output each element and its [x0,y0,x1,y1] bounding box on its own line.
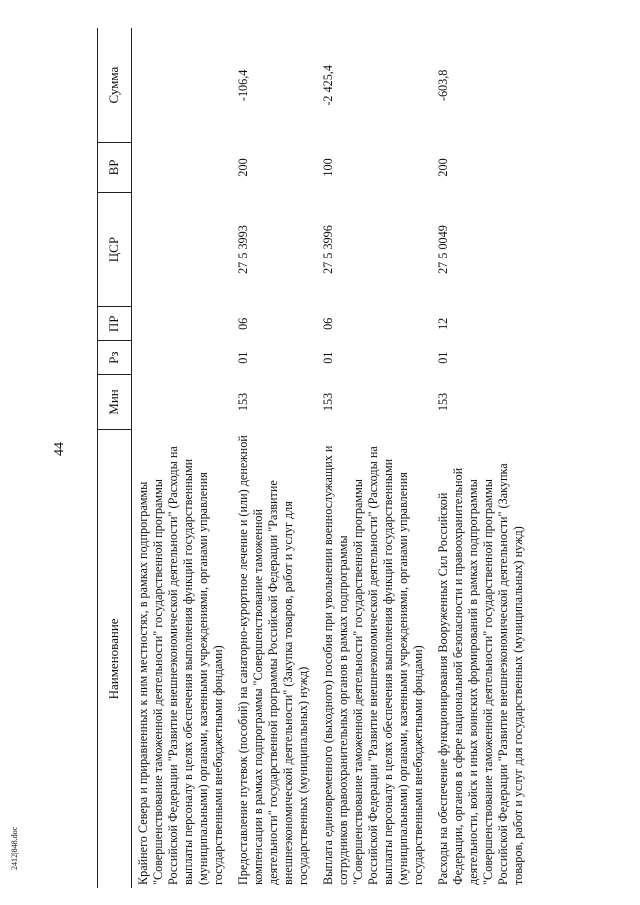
row-pr: 06 [236,317,250,330]
row-vr [132,143,233,193]
header-csr: ЦСР [97,192,132,307]
row-vr: 200 [436,158,450,177]
page-number: 44 [52,442,67,456]
row-rz: 01 [236,351,250,364]
row-name: Предоставление путевок (пособий) на санаторно-курортное лечение и (или) денежной компенсации в рамках подпрограммы "Совершенствование таможенной деятельности" государственной программы Российской Федерации "Развитие внешнеэкономической деятельности" (Закупка товаров, работ и услуг для государственных (муниципальных) нужд) [236,435,310,885]
table-row [232,28,317,888]
row-min: 153 [236,392,250,412]
row-name: Крайнего Севера и приравненных к ним местностях, в рамках подпрограммы "Совершенствование таможенной деятельности" государственной программы Российской Федерации "Развитие внешнеэкономической деятельности" (Расходы на выплаты персоналу в целях обеспечения выполнения функций государственными (муниципальными) органами, казенными учреждениями, органами управления государственными внебюджетными фондами) [136,446,225,885]
row-pr: 12 [436,317,450,330]
row-rz [132,341,233,375]
header-sum: Сумма [97,28,132,143]
row-vr: 100 [321,158,335,177]
table-header-row [97,28,132,888]
row-sum [132,28,233,143]
row-csr: 27 5 3993 [236,225,250,274]
budget-table [97,28,532,888]
row-pr: 06 [321,317,335,330]
header-rz: Рз [97,341,132,375]
row-csr: 27 5 0049 [436,225,450,274]
budget-table-sheet [97,28,602,888]
row-rz: 01 [321,351,335,364]
row-name: Расходы на обеспечение функционирования Вооруженных Сил Российской Федерации, органов в сфере национальной безопасности и правоохранительной деятельности, войск и иных воинских формирований в рамках подпрограммы "Совершенствование таможенной деятельности" государственной программы Российской Федерации "Развитие внешнеэкономической деятельности" (Закупка товаров, работ и услуг для государственных (муниципальных) нужд) [436,463,525,885]
header-name: Наименование [97,429,132,888]
row-min: 153 [321,392,335,412]
document-code: 2412|848.doc [10,826,19,870]
header-vr: ВР [97,143,132,193]
row-name: Выплата единовременного (выходного) пособия при увольнении военнослужащих и сотрудников правоохранительных органов в рамках подпрограммы "Совершенствование таможенной деятельности" государственной программы Российской Федерации "Развитие внешнеэкономической деятельности" (Расходы на выплаты персоналу в целях обеспечения выполнения функций государственными (муниципальными) органами, казенными учреждениями, органами управления государственными внебюджетными фондами) [321,445,425,885]
row-sum: -106,4 [236,69,250,102]
row-csr [132,192,233,307]
row-vr: 200 [236,158,250,177]
header-min: Мин [97,375,132,430]
row-min: 153 [436,392,450,412]
row-pr [132,307,233,341]
row-sum: -2 425,4 [321,65,335,106]
table-row [317,28,432,888]
row-sum: -603,8 [436,69,450,102]
header-pr: ПР [97,307,132,341]
table-row [132,28,233,888]
row-rz: 01 [436,351,450,364]
table-row [432,28,532,888]
table-top-rule [97,28,98,888]
row-csr: 27 5 3996 [321,225,335,274]
row-min [132,375,233,430]
